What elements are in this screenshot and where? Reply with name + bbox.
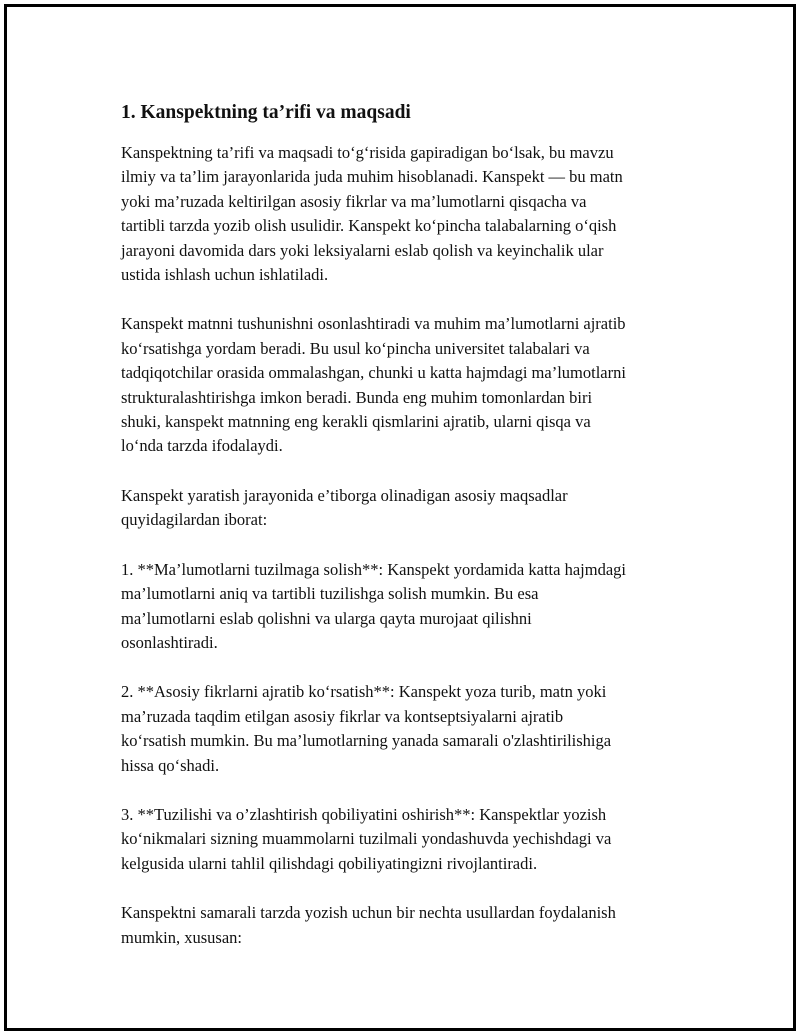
paragraph-line: ko‘rsatishga yordam beradi. Bu usul ko‘pincha universitet talabalari va — [121, 338, 590, 358]
paragraph-line: yoki ma’ruzada keltirilgan asosiy fikrlar va ma’lumotlarni qisqacha va — [121, 191, 587, 211]
paragraph — [121, 484, 701, 533]
paragraph — [121, 901, 701, 950]
paragraph-line: osonlashtiradi. — [121, 632, 218, 652]
paragraph-line: quyidagilardan iborat: — [121, 510, 268, 530]
paragraph-line: 1. **Ma’lumotlarni tuzilmaga solish**: Kanspekt yordamida katta hajmdagi — [121, 559, 626, 579]
paragraph-line: ma’lumotlarni aniq va tartibli tuzilishga solish mumkin. Bu esa — [121, 584, 539, 604]
paragraph-line: strukturalashtirishga imkon beradi. Bunda eng muhim tomonlardan biri — [121, 387, 593, 407]
page-frame — [4, 4, 796, 1031]
document-body — [121, 99, 701, 975]
paragraph-line: 3. **Tuzilishi va o’zlashtirish qobiliyatini oshirish**: Kanspektlar yozish — [121, 804, 607, 824]
paragraph-line: 2. **Asosiy fikrlarni ajratib ko‘rsatish**: Kanspekt yoza turib, matn yoki — [121, 682, 607, 702]
paragraph-line: Kanspekt matnni tushunishni osonlashtiradi va muhim ma’lumotlarni ajratib — [121, 314, 626, 334]
paragraph-line: jarayoni davomida dars yoki leksiyalarni eslab qolish va keyinchalik ular — [121, 240, 604, 260]
paragraph-line: ko‘rsatish mumkin. Bu ma’lumotlarning yanada samarali o'zlashtirilishiga — [121, 731, 612, 751]
paragraph-line: ustida ishlash uchun ishlatiladi. — [121, 265, 329, 285]
paragraph-line: ilmiy va ta’lim jarayonlarida juda muhim hisoblanadi. Kanspekt — bu matn — [121, 167, 623, 187]
paragraph — [121, 680, 701, 778]
paragraph — [121, 312, 701, 458]
paragraph-line: Kanspektni samarali tarzda yozish uchun bir nechta usullardan foydalanish — [121, 903, 616, 923]
paragraph-line: lo‘nda tarzda ifodalaydi. — [121, 436, 283, 456]
paragraph-line: Kanspekt yaratish jarayonida e’tiborga olinadigan asosiy maqsadlar — [121, 485, 568, 505]
paragraph-line: mumkin, xususan: — [121, 927, 243, 947]
paragraph-line: tartibli tarzda yozib olish usulidir. Kanspekt ko‘pincha talabalarning o‘qish — [121, 216, 617, 236]
paragraph — [121, 803, 701, 876]
paragraph-line: tadqiqotchilar orasida ommalashgan, chunki u katta hajmdagi ma’lumotlarni — [121, 363, 626, 383]
paragraph — [121, 558, 701, 656]
paragraph-line: shuki, kanspekt matnning eng kerakli qismlarini ajratib, ularni qisqa va — [121, 412, 591, 432]
paragraph-list — [121, 141, 701, 950]
paragraph-line: hissa qo‘shadi. — [121, 755, 220, 775]
paragraph-line: kelgusida ularni tahlil qilishdagi qobiliyatingizni rivojlantiradi. — [121, 853, 538, 873]
section-heading: 1. Kanspektning ta’rifi va maqsadi — [121, 102, 411, 123]
paragraph — [121, 141, 701, 287]
paragraph-line: ma’lumotlarni eslab qolishni va ularga qayta murojaat qilishni — [121, 608, 532, 628]
paragraph-line: ko‘nikmalari sizning muammolarni tuzilmali yondashuvda yechishdagi va — [121, 829, 612, 849]
paragraph-line: Kanspektning ta’rifi va maqsadi to‘g‘risida gapiradigan bo‘lsak, bu mavzu — [121, 143, 614, 162]
paragraph-line: ma’ruzada taqdim etilgan asosiy fikrlar va kontseptsiyalarni ajratib — [121, 706, 564, 726]
